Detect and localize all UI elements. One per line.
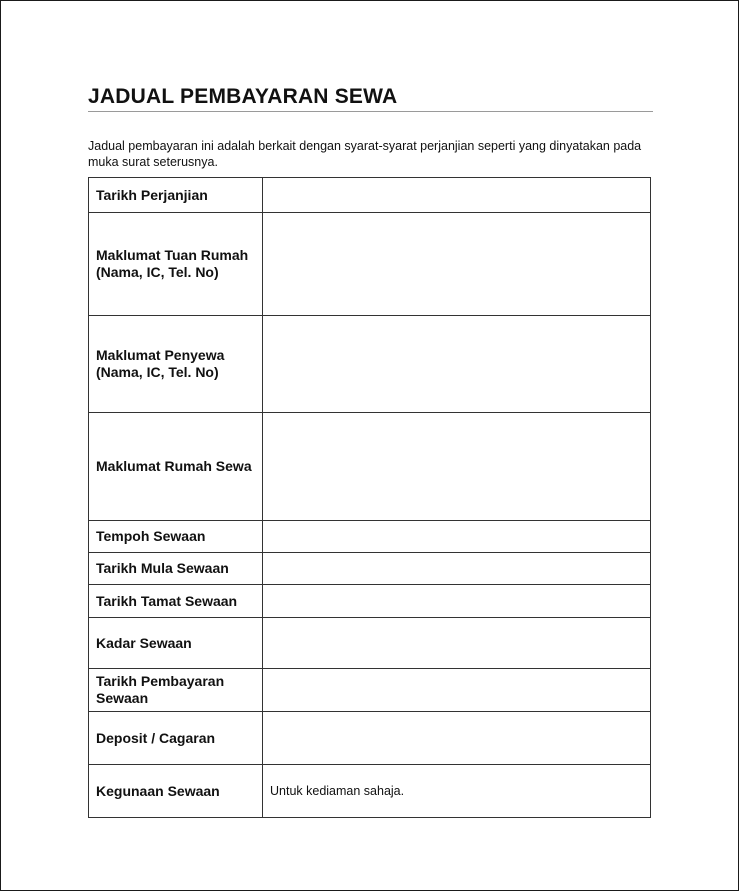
table-row <box>89 712 651 765</box>
row-value-deposit-cagaran[interactable] <box>263 712 651 765</box>
row-value-maklumat-tuan-rumah[interactable] <box>263 213 651 316</box>
row-label-kadar-sewaan: Kadar Sewaan <box>89 618 263 669</box>
row-label-tarikh-pembayaran-sewaan: Tarikh Pembayaran Sewaan <box>89 669 263 712</box>
row-value-tarikh-mula-sewaan[interactable] <box>263 553 651 585</box>
document-title: JADUAL PEMBAYARAN SEWA <box>88 85 398 108</box>
row-label-kegunaan-sewaan: Kegunaan Sewaan <box>89 765 263 818</box>
table-row <box>89 213 651 316</box>
intro-paragraph <box>88 138 653 170</box>
table-row <box>89 553 651 585</box>
row-value-maklumat-rumah-sewa[interactable] <box>263 413 651 521</box>
row-label-tarikh-tamat-sewaan: Tarikh Tamat Sewaan <box>89 585 263 618</box>
table-row <box>89 521 651 553</box>
table-row <box>89 178 651 213</box>
row-label-tempoh-sewaan: Tempoh Sewaan <box>89 521 263 553</box>
rental-schedule-table <box>88 177 651 818</box>
title-divider <box>88 111 653 112</box>
row-value-tarikh-tamat-sewaan[interactable] <box>263 585 651 618</box>
table-row <box>89 765 651 818</box>
table-row <box>89 413 651 521</box>
row-label-tarikh-perjanjian: Tarikh Perjanjian <box>89 178 263 213</box>
row-label-tarikh-mula-sewaan: Tarikh Mula Sewaan <box>89 553 263 585</box>
row-value-kadar-sewaan[interactable] <box>263 618 651 669</box>
row-value-tempoh-sewaan[interactable] <box>263 521 651 553</box>
row-value-kegunaan-sewaan[interactable]: Untuk kediaman sahaja. <box>263 765 651 818</box>
table-row <box>89 316 651 413</box>
row-value-tarikh-pembayaran-sewaan[interactable] <box>263 669 651 712</box>
intro-line-2: muka surat seterusnya. <box>88 155 218 169</box>
row-value-tarikh-perjanjian[interactable] <box>263 178 651 213</box>
table-row <box>89 669 651 712</box>
intro-line-1: Jadual pembayaran ini adalah berkait dengan syarat-syarat perjanjian seperti yang dinyatakan pada <box>88 139 642 153</box>
table-row <box>89 585 651 618</box>
row-value-maklumat-penyewa[interactable] <box>263 316 651 413</box>
row-label-maklumat-tuan-rumah: Maklumat Tuan Rumah (Nama, IC, Tel. No) <box>89 213 263 316</box>
table-row <box>89 618 651 669</box>
row-label-deposit-cagaran: Deposit / Cagaran <box>89 712 263 765</box>
row-label-maklumat-rumah-sewa: Maklumat Rumah Sewa <box>89 413 263 521</box>
row-label-maklumat-penyewa: Maklumat Penyewa (Nama, IC, Tel. No) <box>89 316 263 413</box>
